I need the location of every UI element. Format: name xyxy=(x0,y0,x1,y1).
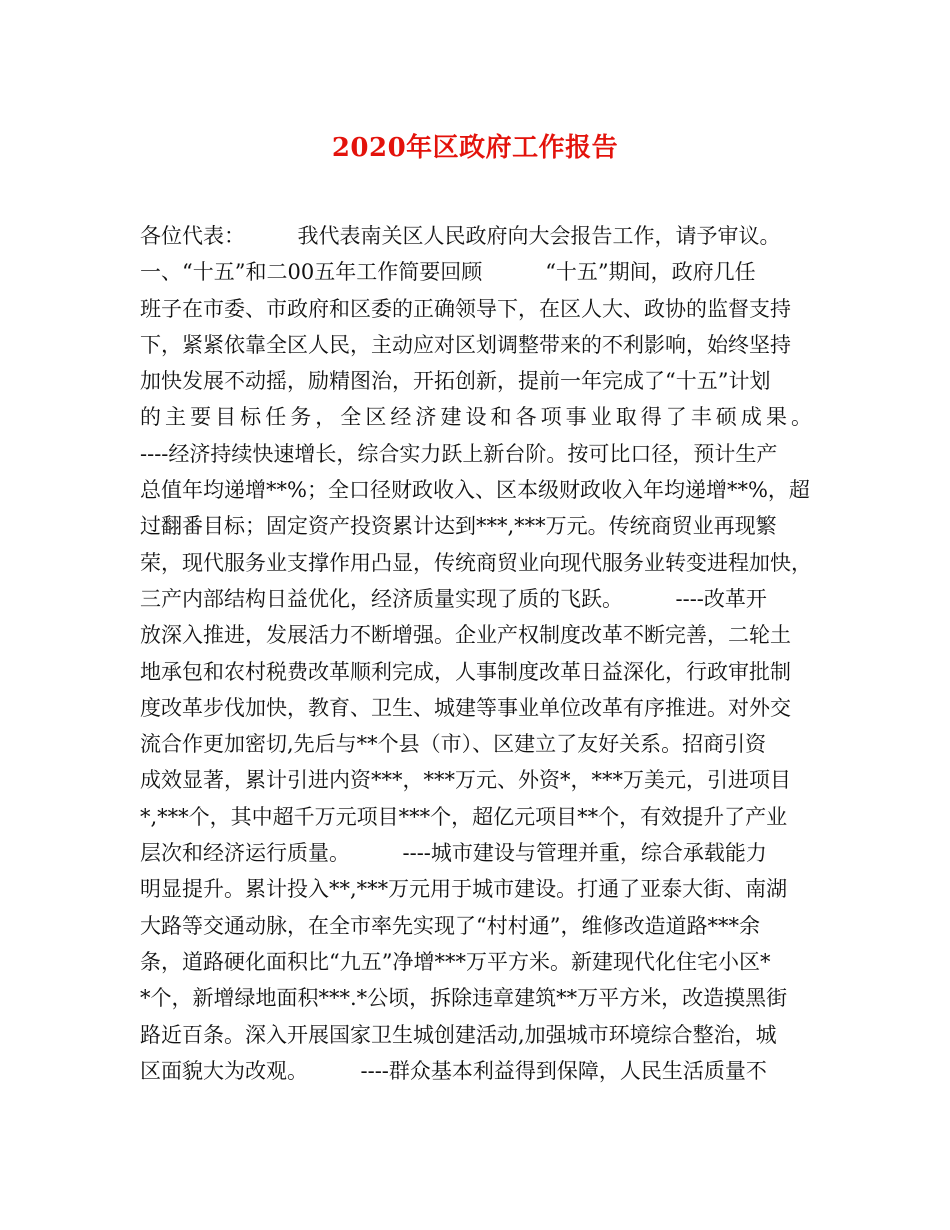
body-line: 成效显著，累计引进内资***，***万元、外资*，***万美元，引进项目 xyxy=(140,768,791,793)
body-line: 班子在市委、市政府和区委的正确领导下，在区人大、政协的监督支持 xyxy=(140,296,791,321)
document-title: 2020年区政府工作报告 xyxy=(331,133,619,163)
body-line: 路近百条。深入开展国家卫生城创建活动,加强城市环境综合整治，城 xyxy=(140,1022,777,1047)
body-line: ----经济持续快速增长，综合实力跃上新台阶。按可比口径，预计生产 xyxy=(140,441,778,466)
body-line: 条，道路硬化面积比“九五”净增***万平方米。新建现代化住宅小区* xyxy=(140,949,771,974)
body-line: 荣，现代服务业支撑作用凸显，传统商贸业向现代服务业转变进程加快， xyxy=(140,550,812,575)
body-line: 层次和经济运行质量。 ----城市建设与管理并重，综合承载能力 xyxy=(140,841,767,866)
body-line: 度改革步伐加快，教育、卫生、城建等事业单位改革有序推进。对外交 xyxy=(140,695,791,720)
body-line: 大路等交通动脉，在全市率先实现了“村村通”，维修改造道路***余 xyxy=(140,913,760,938)
document-body xyxy=(140,218,812,1089)
body-line: 下，紧紧依靠全区人民，主动应对区划调整带来的不利影响，始终坚持 xyxy=(140,332,791,357)
body-line: 明显提升。累计投入**,***万元用于城市建设。打通了亚泰大街、南湖 xyxy=(140,877,788,902)
body-line: *个，新增绿地面积***.*公顷，拆除违章建筑**万平方米，改造摸黑街 xyxy=(140,986,788,1011)
body-line: 加快发展不动摇，励精图治，开拓创新，提前一年完成了“十五”计划 xyxy=(140,369,771,394)
body-line: 三产内部结构日益优化，经济质量实现了质的飞跃。 ----改革开 xyxy=(140,586,767,611)
body-line: 区面貌大为改观。 ----群众基本利益得到保障，人民生活质量不 xyxy=(140,1058,767,1083)
body-line: 地承包和农村税费改革顺利完成，人事制度改革日益深化，行政审批制 xyxy=(140,659,791,684)
body-line: 各位代表： 我代表南关区人民政府向大会报告工作，请予审议。 xyxy=(140,224,781,248)
body-line: 一、“十五”和二00五年工作简要回顾 “十五”期间，政府几任 xyxy=(140,260,756,285)
body-line: 放深入推进，发展活力不断增强。企业产权制度改革不断完善，二轮土 xyxy=(140,623,791,648)
body-line: *,***个，其中超千万元项目***个，超亿元项目**个，有效提升了产业 xyxy=(140,804,788,829)
body-line: 的主要目标任务，全区经济建设和各项事业取得了丰硕成果。 xyxy=(140,405,812,430)
body-line: 总值年均递增**%；全口径财政收入、区本级财政收入年均递增**%，超 xyxy=(140,478,810,503)
body-line: 过翻番目标；固定资产投资累计达到***,***万元。传统商贸业再现繁 xyxy=(140,514,777,539)
body-line: 流合作更加密切,先后与**个县（市）、区建立了友好关系。招商引资 xyxy=(140,732,767,757)
